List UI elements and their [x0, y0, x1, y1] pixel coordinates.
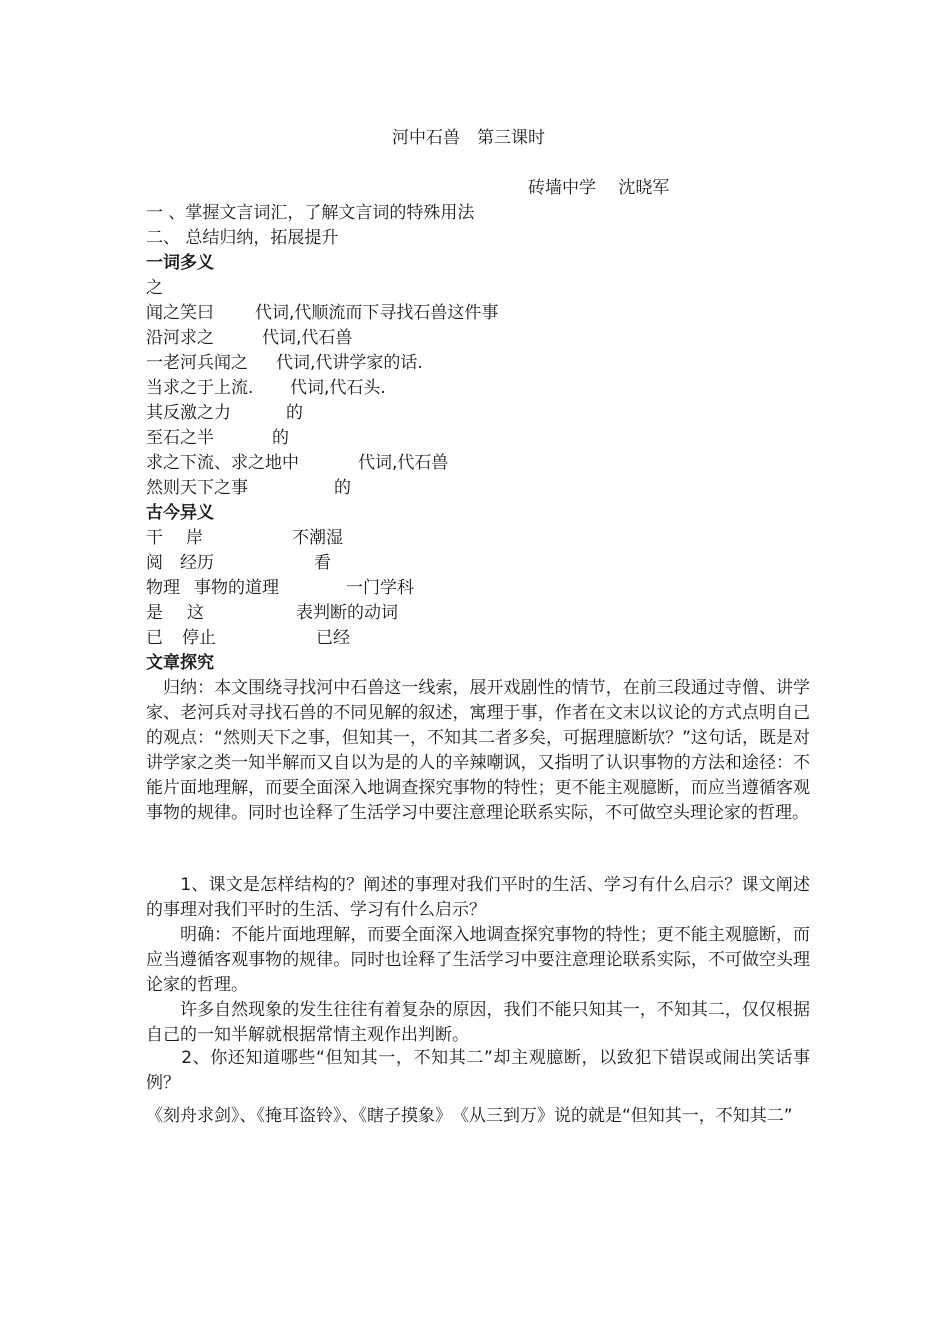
am-modern: 不潮湿 — [292, 528, 343, 548]
polysemy-phrase: 求之下流、求之地中 — [146, 453, 299, 473]
answer-2: 《刻舟求剑》、《掩耳盗铃》、《瞎子摸象》 《从三到万》说的就是“但知其一，不知其二” — [146, 1106, 793, 1126]
polysemy-word: 之 — [146, 278, 163, 298]
polysemy-phrase: 然则天下之事 — [146, 478, 248, 498]
polysemy-phrase: 闻之笑曰 — [146, 303, 214, 323]
polysemy-phrase: 至石之半 — [146, 428, 214, 448]
am-word: 是 — [146, 603, 163, 623]
am-word: 物理 — [146, 578, 180, 598]
inquiry-summary: 归纳：本文围绕寻找河中石兽这一线索，展开戏剧性的情节，在前三段通过寺僧、讲学家、老河兵对寻找石兽的不同见解的叙述，寓理于事，作者在文末以议论的方式点明自己的观点：“然则天下之事，但知其一，不知其二者多矣，可据理臆断欤？”这句话，既是对讲学家之类一知半解而又自以为是的人的辛辣嘲讽，又指明了认识事物的方法和途径：不能片面地理解，而要全面深入地调查探究事物的特性；更不能主观臆断，而应当遵循客观事物的规律。同时也诠释了生活学习中要注意理论联系实际，不可做空头理论家的哲理。 — [146, 678, 810, 823]
polysemy-phrase: 当求之于上流. — [146, 378, 254, 398]
am-word: 阅 — [146, 553, 163, 573]
am-word: 已 — [146, 628, 163, 648]
am-ancient: 经历 — [180, 553, 214, 573]
polysemy-phrase: 一老河兵闻之 — [146, 353, 248, 373]
polysemy-meaning: 代词,代讲学家的话. — [276, 353, 423, 373]
polysemy-meaning: 的 — [334, 478, 351, 498]
page-title: 河中石兽 第三课时 — [392, 128, 545, 148]
am-ancient: 岸 — [186, 528, 203, 548]
am-modern: 看 — [314, 553, 331, 573]
question-2: 2、你还知道哪些“但知其一，不知其二”却主观臆断，以致犯下错误或闹出笑话事例？ — [146, 1048, 810, 1093]
polysemy-meaning: 的 — [286, 403, 303, 423]
question-1: 1、课文是怎样结构的？阐述的事理对我们平时的生活、学习有什么启示？课文阐述的事理对我们平时的生活、学习有什么启示？ — [146, 875, 810, 920]
am-modern: 表判断的动词 — [296, 603, 398, 623]
am-ancient: 事物的道理 — [194, 578, 279, 598]
polysemy-meaning: 代词,代石兽 — [358, 453, 449, 473]
inquiry-heading: 文章探究 — [146, 653, 214, 673]
am-modern: 已经 — [316, 628, 350, 648]
polysemy-meaning: 代词,代石兽 — [262, 328, 353, 348]
polysemy-meaning: 代词,代石头. — [290, 378, 386, 398]
objective-2: 二、 总结归纳，拓展提升 — [146, 228, 339, 248]
polysemy-meaning: 的 — [272, 428, 289, 448]
author-line: 砖墙中学 沈晓军 — [528, 178, 670, 198]
ancient-modern-heading: 古今异义 — [146, 503, 214, 523]
am-word: 干 — [146, 528, 163, 548]
am-ancient: 这 — [187, 603, 204, 623]
answer-1: 明确：不能片面地理解，而要全面深入地调查探究事物的特性；更不能主观臆断，而应当遵循客观事物的规律。同时也诠释了生活学习中要注意理论联系实际，不可做空头理论家的哲理。 — [146, 925, 810, 995]
polysemy-heading: 一词多义 — [146, 253, 214, 273]
answer-1-extra: 许多自然现象的发生往往有着复杂的原因，我们不能只知其一，不知其二，仅仅根据自己的一知半解就根据常情主观作出判断。 — [146, 1000, 810, 1045]
polysemy-meaning: 代词,代顺流而下寻找石兽这件事 — [255, 303, 499, 323]
polysemy-phrase: 沿河求之 — [146, 328, 214, 348]
am-ancient: 停止 — [182, 628, 216, 648]
am-modern: 一门学科 — [346, 578, 414, 598]
objective-1: 一 、掌握文言词汇，了解文言词的特殊用法 — [146, 203, 475, 223]
polysemy-phrase: 其反激之力 — [146, 403, 231, 423]
